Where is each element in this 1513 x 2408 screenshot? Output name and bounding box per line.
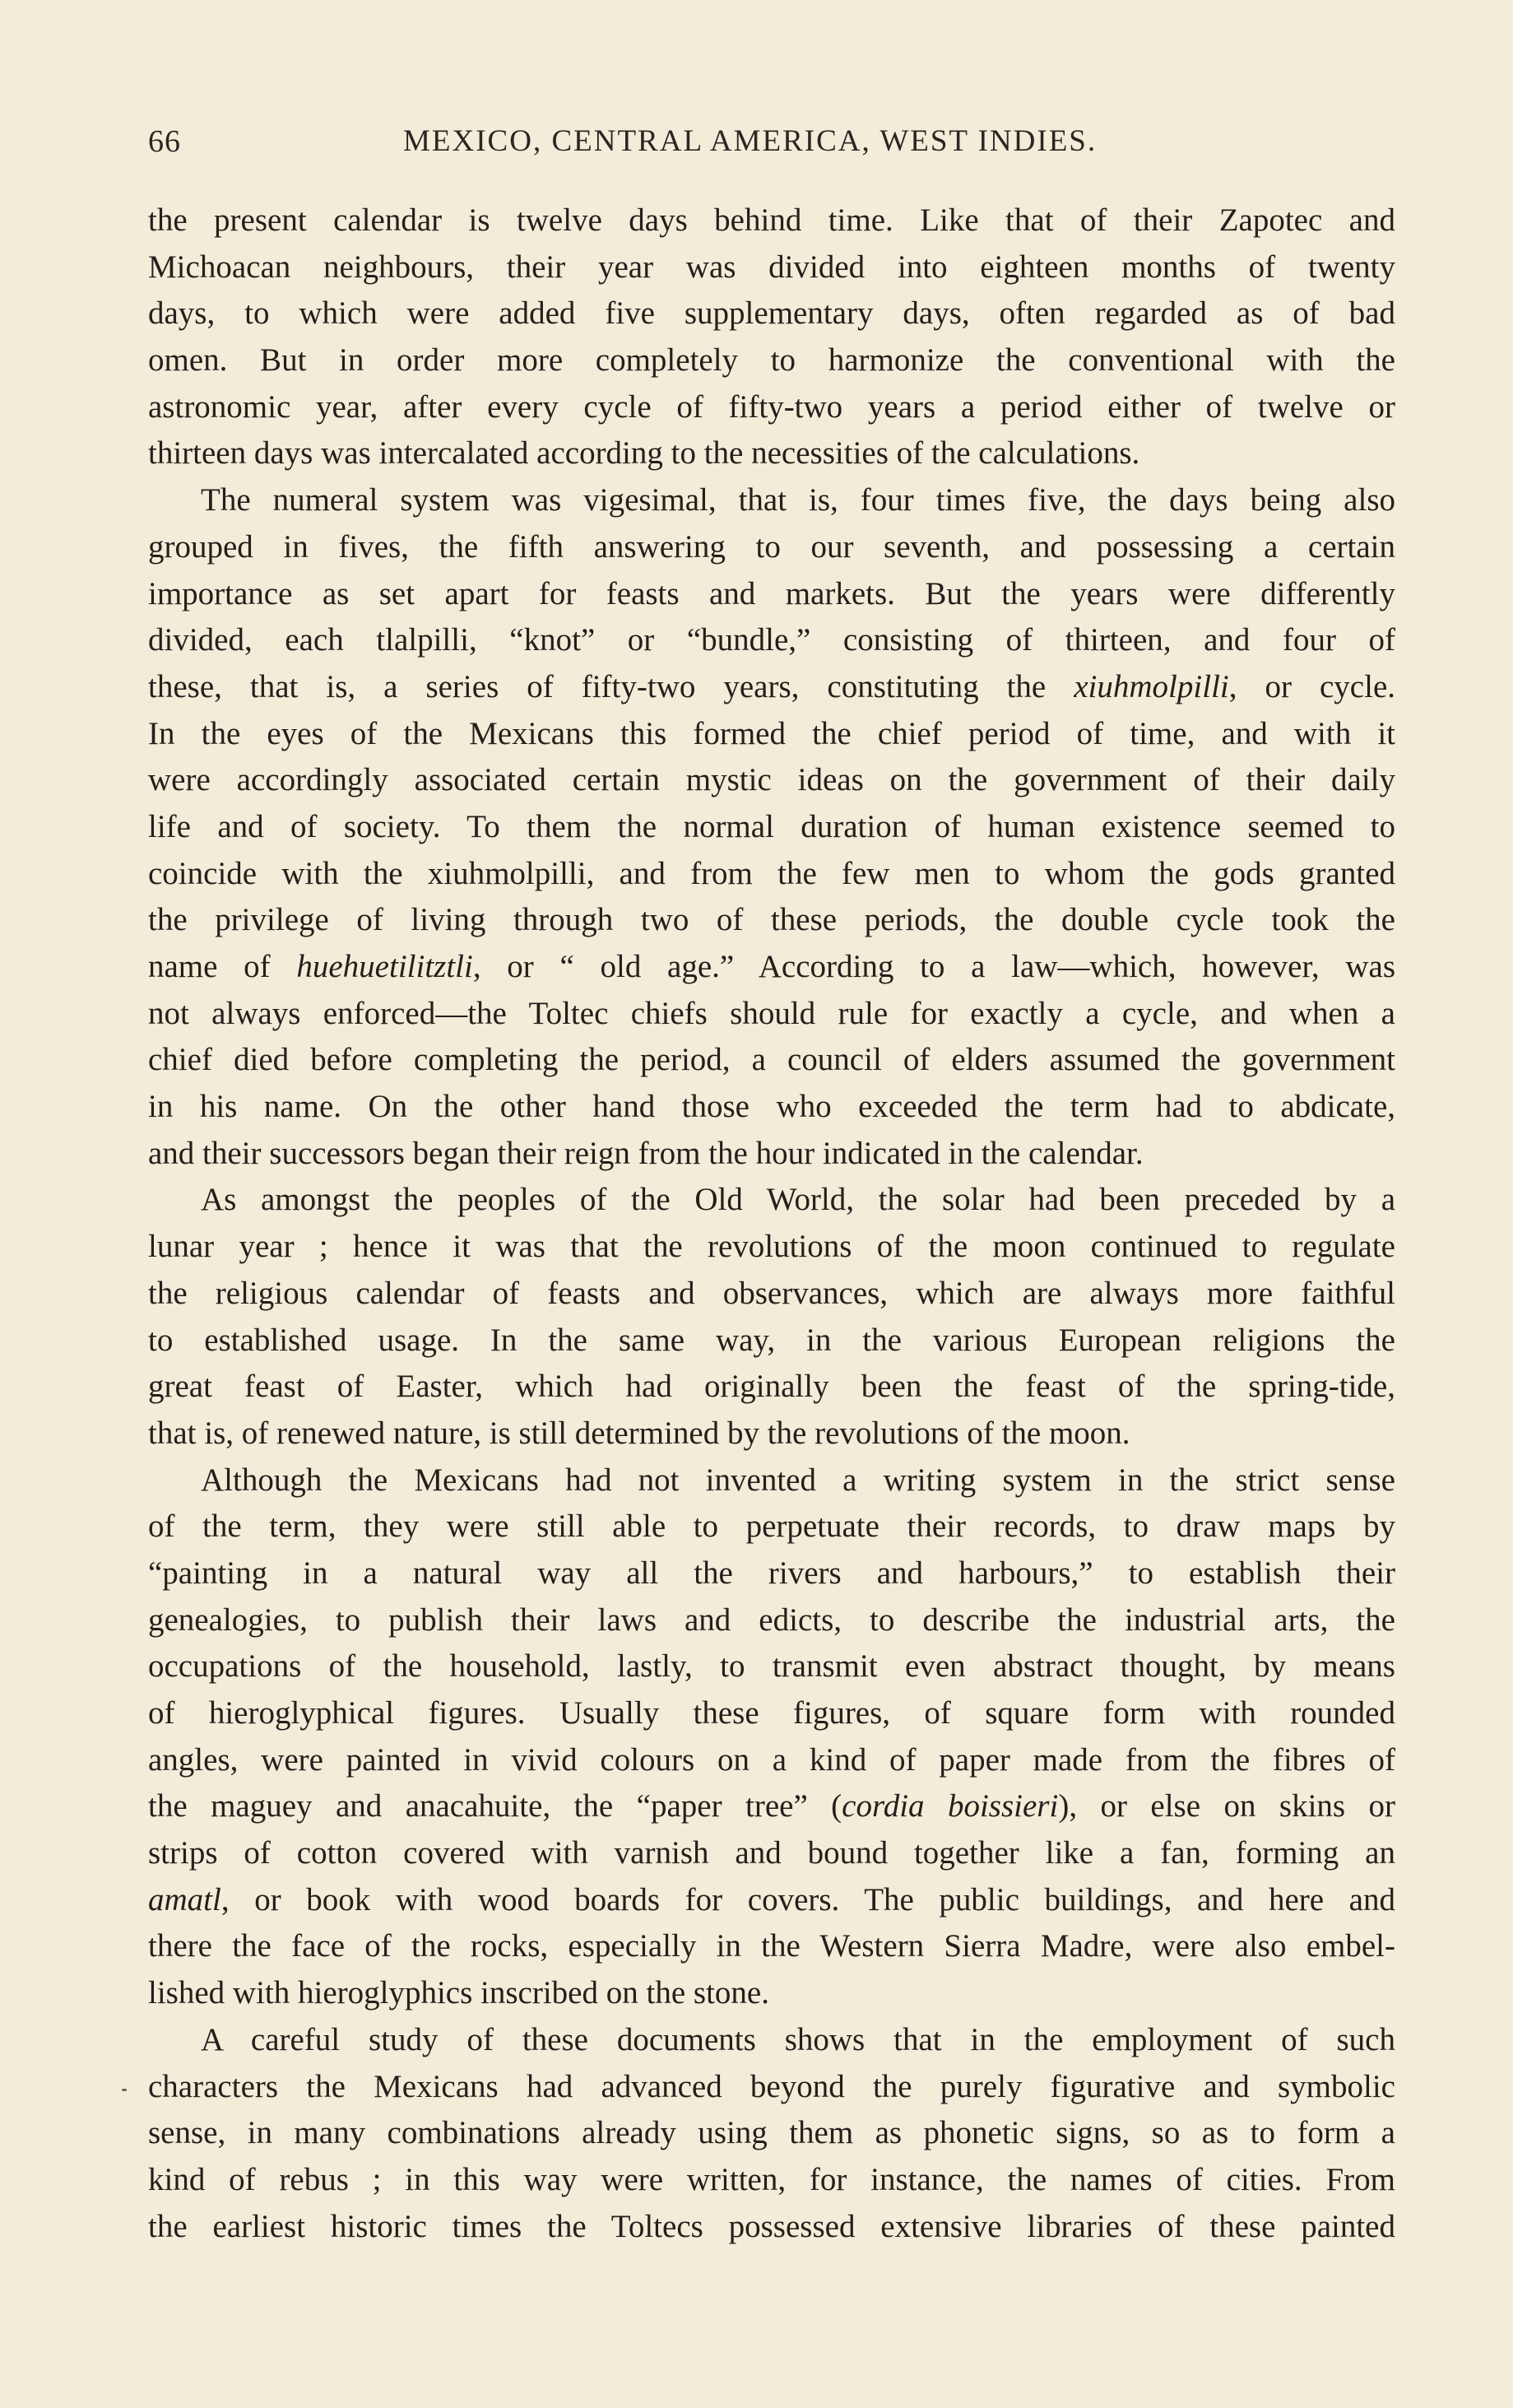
text-line: sense, in many combinations already using them as phonetic signs, so as to form a bbox=[148, 2115, 1395, 2151]
italic-term: cordia boissieri bbox=[842, 1788, 1059, 1825]
text-line: there the face of the rocks, especially in the Western Sierra Madre, were also embel- bbox=[148, 1928, 1395, 1964]
text-segment: these, that is, a series of fifty-two years, constituting the bbox=[148, 668, 1047, 704]
text-line: not always enforced—the Toltec chiefs should rule for exactly a cycle, and when a bbox=[148, 995, 1395, 1031]
text-line bbox=[148, 1877, 1395, 1924]
text-line: The numeral system was vigesimal, that is, four times five, the days being also bbox=[201, 482, 1395, 518]
text-segment: , or “ old age.” According to a law—which, however, was bbox=[472, 949, 1395, 984]
text-line: that is, of renewed nature, is still determined by the revolutions of the moon. bbox=[148, 1415, 1130, 1451]
text-line: omen. But in order more completely to harmonize the conventional with the bbox=[148, 342, 1395, 379]
text-line: of the term, they were still able to perpetuate their records, to draw maps by bbox=[148, 1508, 1395, 1545]
paragraph-2 bbox=[148, 477, 1395, 1177]
paragraph-1 bbox=[148, 198, 1395, 477]
text-line: in his name. On the other hand those who exceeded the term had to abdicate, bbox=[148, 1089, 1395, 1125]
text-line bbox=[148, 1783, 1395, 1830]
text-segment: name of bbox=[148, 949, 271, 984]
text-line: kind of rebus ; in this way were written, for instance, the names of cities. From bbox=[148, 2161, 1395, 2197]
text-line: coincide with the xiuhmolpilli, and from the few men to whom the gods granted bbox=[148, 855, 1395, 891]
text-line: great feast of Easter, which had originally been the feast of the spring-tide, bbox=[148, 1369, 1395, 1405]
text-segment: , or cycle. bbox=[1228, 668, 1396, 704]
text-line: Although the Mexicans had not invented a writing system in the strict sense bbox=[201, 1462, 1395, 1498]
text-line: Michoacan neighbours, their year was divided into eighteen months of twenty bbox=[148, 249, 1395, 285]
text-line: characters the Mexicans had advanced beyond the purely figurative and symbolic bbox=[148, 2068, 1395, 2104]
italic-term: huehuetilitztli bbox=[296, 949, 473, 984]
italic-term: xiuhmolpilli bbox=[1074, 668, 1229, 704]
text-line: of hieroglyphical figures. Usually these figures, of square form with rounded bbox=[148, 1695, 1395, 1731]
text-line: thirteen days was intercalated according to the necessities of the calculations. bbox=[148, 435, 1140, 472]
text-segment: the maguey and anacahuite, the “paper tree” ( bbox=[148, 1788, 842, 1825]
text-line: chief died before completing the period, a council of elders assumed the government bbox=[148, 1042, 1395, 1078]
text-segment: ), or else on skins or bbox=[1058, 1788, 1395, 1825]
text-line: divided, each tlalpilli, “knot” or “bundle,” consisting of thirteen, and four of bbox=[148, 622, 1395, 658]
text-line: angles, were painted in vivid colours on a kind of paper made from the fibres of bbox=[148, 1741, 1395, 1778]
text-line: importance as set apart for feasts and markets. But the years were differently bbox=[148, 575, 1395, 611]
text-line: lunar year ; hence it was that the revolutions of the moon continued to regulate bbox=[148, 1229, 1395, 1265]
text-line: grouped in fives, the fifth answering to our seventh, and possessing a certain bbox=[148, 528, 1395, 565]
text-body bbox=[148, 198, 1395, 2250]
text-line: life and of society. To them the normal duration of human existence seemed to bbox=[148, 808, 1395, 844]
text-line: “painting in a natural way all the rivers and harbours,” to establish their bbox=[148, 1555, 1395, 1591]
text-line: astronomic year, after every cycle of fifty-two years a period either of twelve or bbox=[148, 388, 1395, 425]
text-line: As amongst the peoples of the Old World, the solar had been preceded by a bbox=[201, 1182, 1395, 1218]
paragraph-3 bbox=[148, 1177, 1395, 1457]
text-line bbox=[148, 944, 1395, 991]
running-title: MEXICO, CENTRAL AMERICA, WEST INDIES. bbox=[403, 124, 1098, 158]
page-number: 66 bbox=[148, 124, 181, 159]
text-line: In the eyes of the Mexicans this formed the chief period of time, and with it bbox=[148, 715, 1395, 751]
text-line: the privilege of living through two of these periods, the double cycle took the bbox=[148, 902, 1395, 938]
text-line bbox=[148, 664, 1395, 711]
text-line: lished with hieroglyphics inscribed on the stone. bbox=[148, 1975, 769, 2011]
text-line: A careful study of these documents shows that in the employment of such bbox=[201, 2021, 1395, 2057]
text-line: were accordingly associated certain mystic ideas on the government of their daily bbox=[148, 762, 1395, 798]
text-line: and their successors began their reign from the hour indicated in the calendar. bbox=[148, 1135, 1144, 1171]
text-line: days, to which were added five supplementary days, often regarded as of bad bbox=[148, 295, 1395, 332]
text-line: occupations of the household, lastly, to transmit even abstract thought, by means bbox=[148, 1648, 1395, 1685]
text-segment: , or book with wood boards for covers. The public buildings, and here and bbox=[220, 1881, 1395, 1918]
margin-mark bbox=[122, 2089, 127, 2091]
text-line: genealogies, to publish their laws and edicts, to describe the industrial arts, the bbox=[148, 1601, 1395, 1638]
text-line: strips of cotton covered with varnish and bound together like a fan, forming an bbox=[148, 1835, 1395, 1871]
paragraph-4 bbox=[148, 1457, 1395, 2017]
text-line: the religious calendar of feasts and observances, which are always more faithful bbox=[148, 1275, 1395, 1311]
text-line: the present calendar is twelve days behind time. Like that of their Zapotec and bbox=[148, 202, 1395, 238]
text-line: the earliest historic times the Toltecs possessed extensive libraries of these painted bbox=[148, 2208, 1395, 2244]
text-line: to established usage. In the same way, in the various European religions the bbox=[148, 1322, 1395, 1358]
paragraph-5 bbox=[148, 2017, 1395, 2250]
italic-term: amatl bbox=[148, 1881, 221, 1918]
running-head bbox=[148, 123, 1399, 173]
